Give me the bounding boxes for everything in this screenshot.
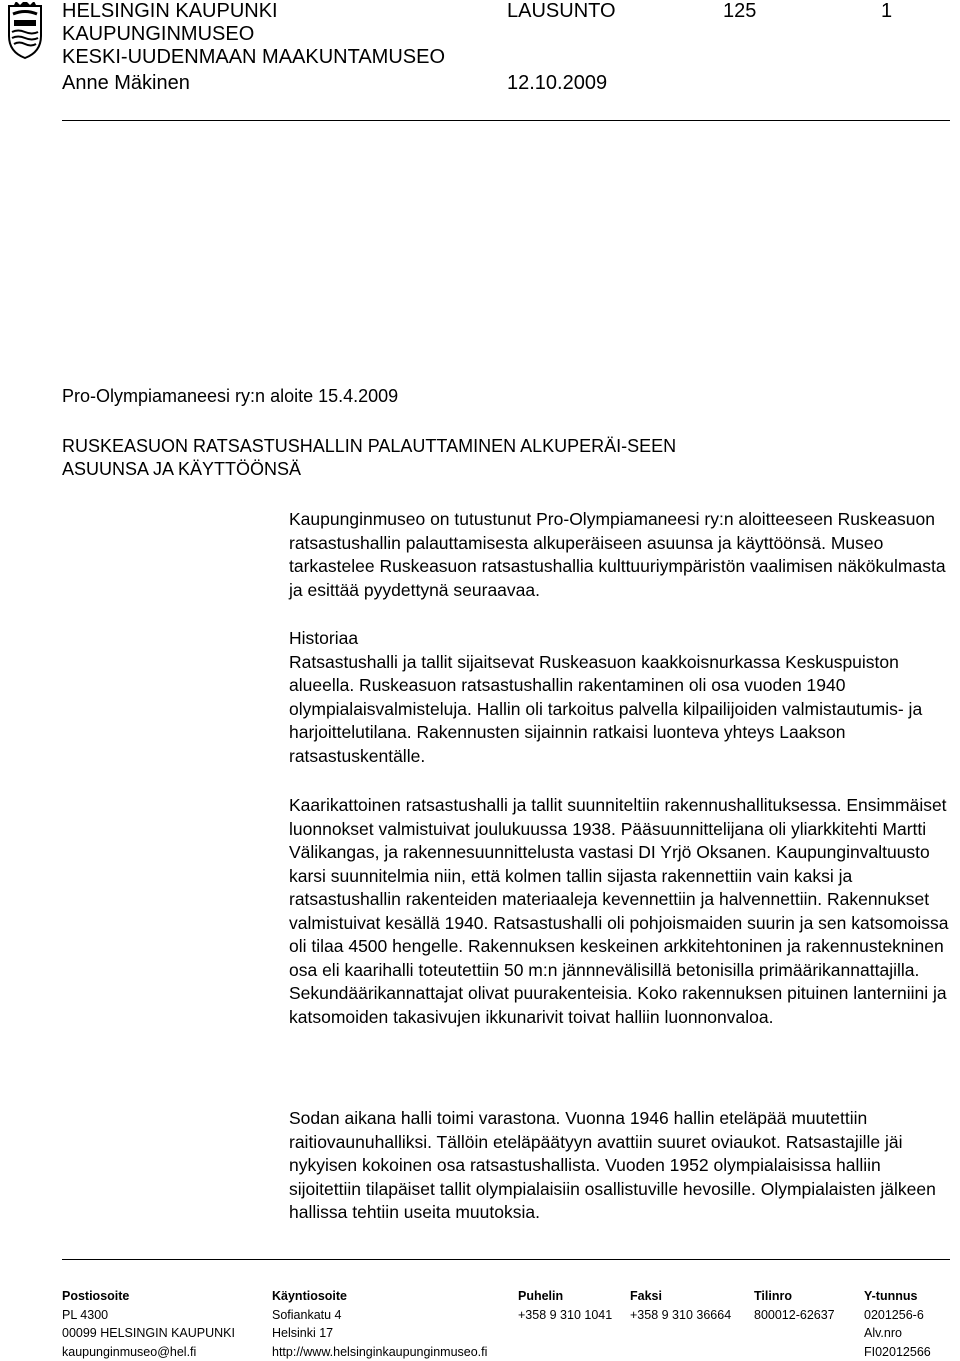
header-divider bbox=[62, 120, 950, 121]
document-type: LAUSUNTO bbox=[507, 0, 616, 23]
org-name-line2: KAUPUNGINMUSEO bbox=[62, 23, 254, 46]
intro-paragraph bbox=[289, 508, 949, 602]
document-number: 125 bbox=[723, 0, 756, 23]
visit-street: Sofiankatu 4 bbox=[272, 1306, 487, 1325]
history-heading: Historiaa bbox=[289, 627, 949, 651]
postal-city: 00099 HELSINGIN KAUPUNKI bbox=[62, 1324, 235, 1343]
footer-postal bbox=[62, 1287, 235, 1361]
war-paragraph bbox=[289, 1107, 949, 1225]
postal-box: PL 4300 bbox=[62, 1306, 235, 1325]
footer-phone bbox=[518, 1287, 612, 1324]
footer-fax bbox=[630, 1287, 731, 1324]
footer-account bbox=[754, 1287, 835, 1324]
footer-divider bbox=[62, 1259, 950, 1260]
page-number: 1 bbox=[881, 0, 892, 23]
account-label: Tilinro bbox=[754, 1287, 835, 1306]
org-name-line3: KESKI-UUDENMAAN MAAKUNTAMUSEO bbox=[62, 46, 445, 69]
vat-number: FI02012566 bbox=[864, 1343, 931, 1361]
fax-label: Faksi bbox=[630, 1287, 731, 1306]
visit-label: Käyntiosoite bbox=[272, 1287, 487, 1306]
helsinki-coat-of-arms-icon bbox=[4, 2, 46, 60]
footer-business-id bbox=[864, 1287, 931, 1361]
intro-text: Kaupunginmuseo on tutustunut Pro-Olympiamaneesi ry:n aloitteeseen Ruskeasuon ratsastushallin palauttamisesta alkuperäiseen asuunsa ja käyttöönsä. Museo tarkastelee Ruskeasuon ratsastushallia kulttuuriympäristön vaalimisen näkökulmasta ja esittää pyydettynä seuraavaa. bbox=[289, 508, 949, 602]
author-name: Anne Mäkinen bbox=[62, 72, 190, 95]
document-title: RUSKEASUON RATSASTUSHALLIN PALAUTTAMINEN ALKUPERÄI-SEEN ASUUNSA JA KÄYTTÖÖNSÄ bbox=[62, 435, 742, 481]
history-section bbox=[289, 627, 949, 768]
business-id-label: Y-tunnus bbox=[864, 1287, 931, 1306]
email-address: kaupunginmuseo@hel.fi bbox=[62, 1343, 235, 1361]
phone-label: Puhelin bbox=[518, 1287, 612, 1306]
design-text: Kaarikattoinen ratsastushalli ja tallit suunniteltiin rakennushallituksessa. Ensimmäiset luonnokset valmistuivat joulukuussa 1938. Pääsuunnittelijana oli yliarkkitehti Martti Välikangas, ja rakennesuunnittelusta vastasi DI Yrjö Oksanen. Kaupunginvaltuusto karsi suunnitelmia niin, että kolmen tallin sijasta rakennettiin vain kaksi ja ratsastushallin rakenteiden materiaaleja kevennettiin ja halvennettiin. Rakennukset valmistuivat kesällä 1940. Ratsastushalli oli pohjoismaiden suurin ja sen katsomoissa oli tilaa 4500 hengelle. Rakennuksen keskeinen arkkitehtoninen ja rakennustekninen osa eli kaarihalli toteutettiin 50 m:n jännnevälisillä betonisilla primäärikannattajilla. Sekundäärikannattajat olivat puurakenteisia. Koko rakennuksen pituinen lanterniini ja katsomoiden takasivujen ikkunarivit toivat halliin luonnonvaloa. bbox=[289, 794, 949, 1029]
design-paragraph bbox=[289, 794, 949, 1029]
vat-label: Alv.nro bbox=[864, 1324, 931, 1343]
postal-label: Postiosoite bbox=[62, 1287, 235, 1306]
org-name-line1: HELSINGIN KAUPUNKI bbox=[62, 0, 278, 23]
fax-number: +358 9 310 36664 bbox=[630, 1306, 731, 1325]
war-text: Sodan aikana halli toimi varastona. Vuonna 1946 hallin eteläpää muutettiin raitiovaunuhalliksi. Tällöin eteläpäätyyn avattiin suuret oviaukot. Ratsastajille jäi nykyisen kokoinen osa ratsastushallista. Vuoden 1952 olympialaisissa halliin sijoitettiin tilapäiset tallit olympialaisiin osallistuville hevosille. Olympialaisten jälkeen hallissa tehtiin useita muutoksia. bbox=[289, 1107, 949, 1225]
business-id: 0201256-6 bbox=[864, 1306, 931, 1325]
visit-city: Helsinki 17 bbox=[272, 1324, 487, 1343]
document-date: 12.10.2009 bbox=[507, 72, 607, 95]
phone-number: +358 9 310 1041 bbox=[518, 1306, 612, 1325]
website-address: http://www.helsinginkaupunginmuseo.fi bbox=[272, 1343, 487, 1361]
reference-line: Pro-Olympiamaneesi ry:n aloite 15.4.2009 bbox=[62, 386, 398, 407]
history-text: Ratsastushalli ja tallit sijaitsevat Ruskeasuon kaakkoisnurkassa Keskuspuiston alueella. Ruskeasuon ratsastushallin rakentaminen oli osa vuoden 1940 olympialaisvalmisteluja. Hallin oli tarkoitus palvella kilpailijoiden valmistautumis- ja harjoittelutilana. Rakennusten sijainnin ratkaisi luonteva yhteys Laakson ratsastuskentälle. bbox=[289, 651, 949, 769]
footer-visit bbox=[272, 1287, 487, 1361]
account-number: 800012-62637 bbox=[754, 1306, 835, 1325]
